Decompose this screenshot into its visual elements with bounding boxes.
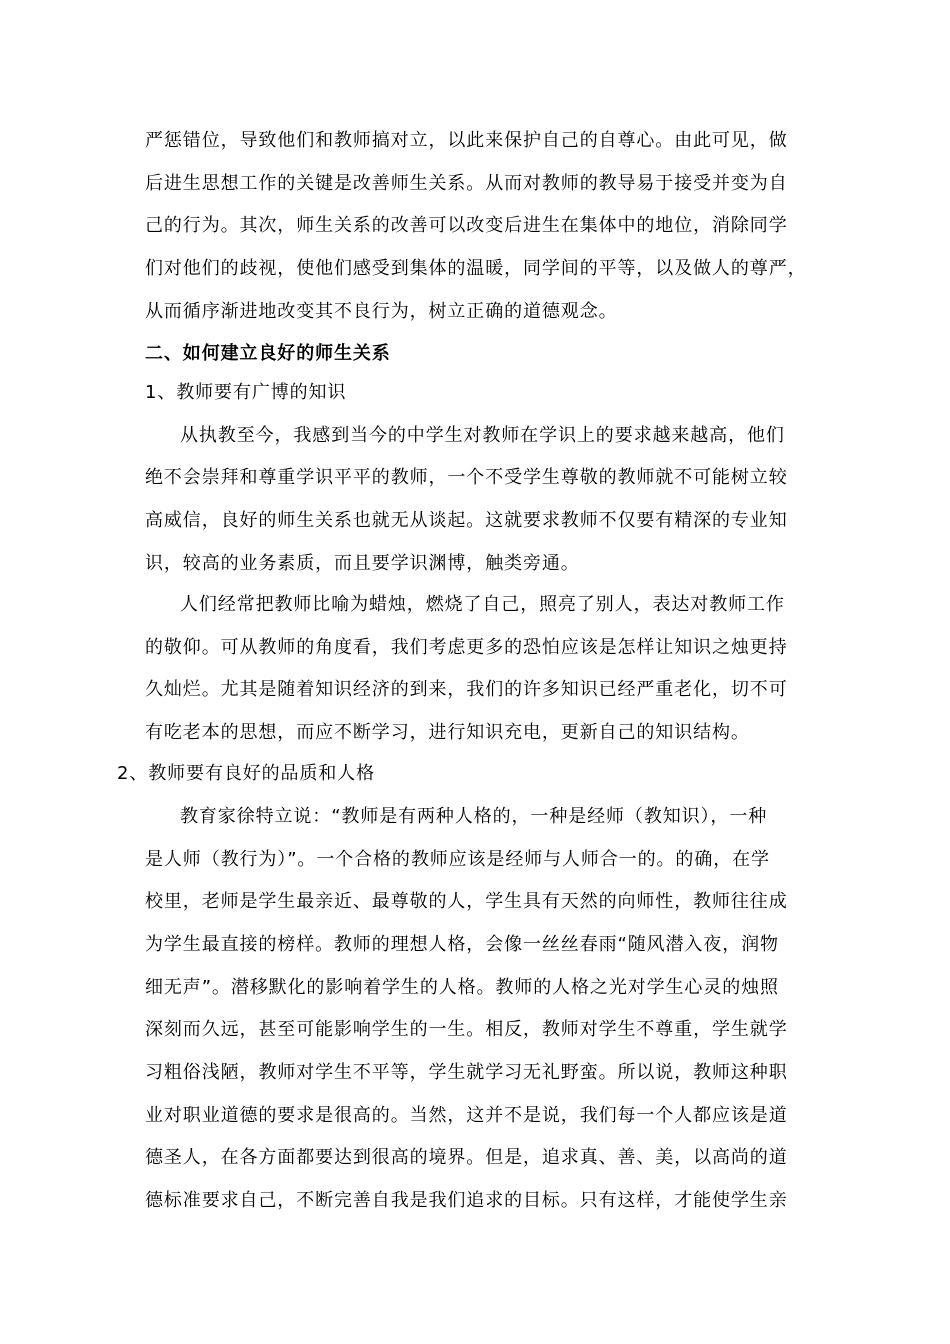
body-text-line: 德标准要求自己，不断完善自我是我们追求的目标。只有这样，才能使学生亲 — [145, 1190, 788, 1211]
subsection-heading: 2、教师要有良好的品质和人格 — [117, 763, 376, 784]
body-text-line: 从而循序渐进地改变其不良行为，树立正确的道德观念。 — [145, 301, 618, 322]
body-text-line: 严惩错位，导致他们和教师搞对立，以此来保护自己的自尊心。由此可见，做 — [145, 130, 788, 151]
body-text-line: 有吃老本的思想，而应不断学习，进行知识充电，更新自己的知识结构。 — [145, 722, 750, 743]
body-text-line: 的敬仰。可从教师的角度看，我们考虑更多的恐怕应该是怎样让知识之烛更持 — [145, 637, 788, 658]
paragraph-first-line: 人们经常把教师比喻为蜡烛，燃烧了自己，照亮了别人，表达对教师工作 — [180, 594, 785, 615]
body-text-line: 业对职业道德的要求是很高的。当然，这并不是说，我们每一个人都应该是道 — [145, 1105, 788, 1126]
body-text-line: 绝不会崇拜和尊重学识平平的教师，一个不受学生尊敬的教师就不可能树立较 — [145, 467, 788, 488]
body-text-line: 高威信，良好的师生关系也就无从谈起。这就要求教师不仅要有精深的专业知 — [145, 510, 788, 531]
body-text-line: 后进生思想工作的关键是改善师生关系。从而对教师的教导易于接受并变为自 — [145, 173, 788, 194]
body-text-line: 习粗俗浅陋，教师对学生不平等，学生就学习无礼野蛮。所以说，教师这种职 — [145, 1062, 788, 1083]
body-text-line: 校里，老师是学生最亲近、最尊敬的人，学生具有天然的向师性，教师往往成 — [145, 891, 788, 912]
body-text-line: 细无声”。潜移默化的影响着学生的人格。教师的人格之光对学生心灵的烛照 — [145, 977, 779, 998]
section-heading: 二、如何建立良好的师生关系 — [145, 343, 391, 364]
body-text-line: 深刻而久远，甚至可能影响学生的一生。相反，教师对学生不尊重，学生就学 — [145, 1019, 788, 1040]
body-text-line: 为学生最直接的榜样。教师的理想人格，会像一丝丝春雨“随风潜入夜，润物 — [145, 934, 779, 955]
subsection-heading: 1、教师要有广博的知识 — [145, 382, 347, 403]
body-text-line: 识，较高的业务素质，而且要学识渊博，触类旁通。 — [145, 553, 580, 574]
body-text-line: 们对他们的歧视，使他们感受到集体的温暖，同学间的平等，以及做人的尊严， — [145, 258, 807, 279]
paragraph-first-line: 教育家徐特立说：“教师是有两种人格的，一种是经师（教知识），一种 — [180, 806, 768, 827]
body-text-line: 德圣人，在各方面都要达到很高的境界。但是，追求真、善、美，以高尚的道 — [145, 1147, 788, 1168]
body-text-line: 是人师（教行为）”。一个合格的教师应该是经师与人师合一的。的确，在学 — [145, 849, 770, 870]
paragraph-first-line: 从执教至今，我感到当今的中学生对教师在学识上的要求越来越高，他们 — [180, 425, 785, 446]
body-text-line: 己的行为。其次，师生关系的改善可以改变后进生在集体中的地位，消除同学 — [145, 215, 788, 236]
body-text-line: 久灿烂。尤其是随着知识经济的到来，我们的许多知识已经严重老化，切不可 — [145, 679, 788, 700]
